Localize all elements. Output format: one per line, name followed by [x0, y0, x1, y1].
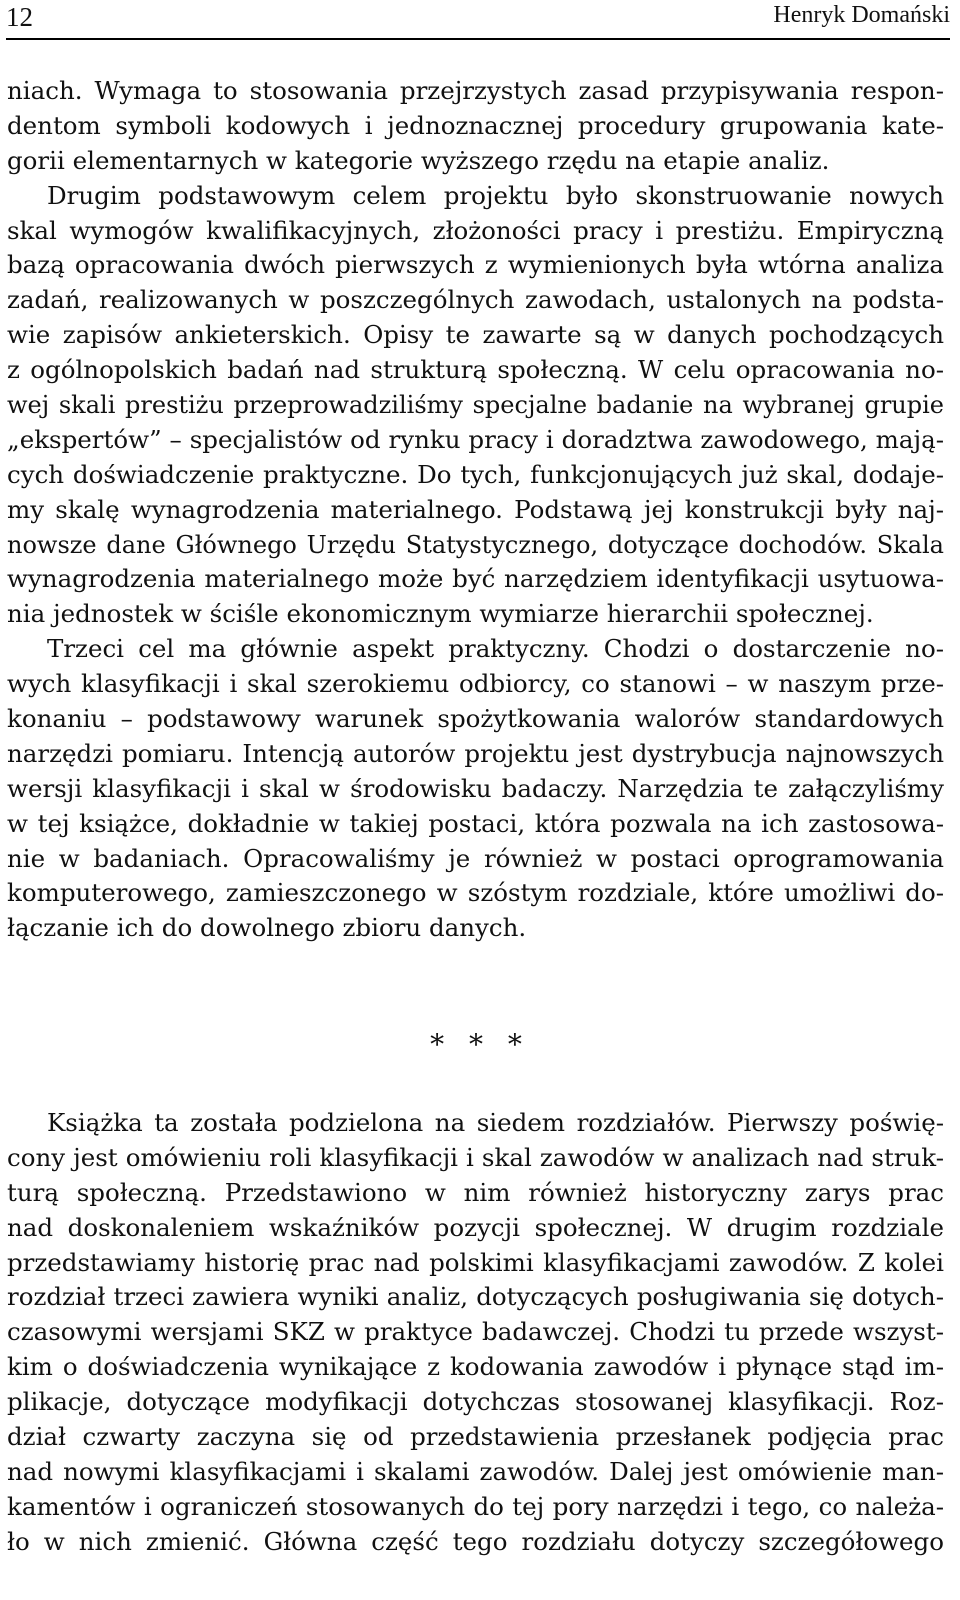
text-line: nad nowymi klasyfikacjami i skalami zawodów. Dalej jest omówienie man- [7, 1456, 944, 1486]
text-line: nowsze dane Głównego Urzędu Statystycznego, dotyczące dochodów. Skala [7, 530, 944, 559]
paragraph-2 [7, 179, 944, 633]
running-head-author: Henryk Domański [773, 2, 950, 28]
text-line: zadań, realizowanych w poszczególnych zawodach, ustalonych na podsta- [7, 285, 944, 315]
text-line: plikacje, dotyczące modyfikacji dotychczas stosowanej klasyfikacji. Roz- [7, 1387, 944, 1417]
text-line: dział czwarty zaczyna się od przedstawienia przesłanek podjęcia prac [7, 1422, 944, 1452]
text-line: przedstawiamy historię prac nad polskimi klasyfikacjami zawodów. Z kolei [7, 1247, 944, 1277]
text-line: czasowymi wersjami SKZ w praktyce badawczej. Chodzi tu przede wszyst- [7, 1317, 944, 1347]
text-line: ło w nich zmienić. Główna część tego rozdziału dotyczy szczegółowego [7, 1526, 944, 1556]
paragraph-3 [7, 632, 944, 946]
text-line: Trzeci cel ma głównie aspekt praktyczny. Chodzi o dostarczenie no- [47, 634, 944, 664]
section-separator: * * * [430, 1028, 530, 1061]
text-line: wie zapisów ankieterskich. Opisy te zawarte są w danych pochodzących [7, 320, 944, 350]
text-line: kamentów i ograniczeń stosowanych do tej pory narzędzi i tego, co należa- [7, 1491, 944, 1521]
text-line: nie w badaniach. Opracowaliśmy je również w postaci oprogramowania [7, 843, 944, 873]
text-line: bazą opracowania dwóch pierwszych z wymienionych była wtórna analiza [7, 250, 944, 280]
main-text [7, 74, 944, 946]
text-line: narzędzi pomiaru. Intencją autorów projektu jest dystrybucja najnowszych [7, 738, 944, 768]
text-line: Książka ta została podzielona na siedem rozdziałów. Pierwszy poświę- [47, 1108, 944, 1137]
text-line: cych doświadczenie praktyczne. Do tych, funkcjonujących już skal, dodaje- [7, 459, 944, 489]
text-line: Drugim podstawowym celem projektu było skonstruowanie nowych [47, 180, 944, 210]
text-line: wersji klasyfikacji i skal w środowisku badaczy. Narzędzia te załączyliśmy [7, 773, 944, 803]
text-line: nad doskonaleniem wskaźników pozycji społecznej. W drugim rozdziale [7, 1212, 944, 1242]
text-line: w tej książce, dokładnie w takiej postaci, która pozwala na ich zastosowa- [7, 808, 944, 838]
text-line: komputerowego, zamieszczonego w szóstym rozdziale, które umożliwi do- [7, 878, 944, 908]
text-line: cony jest omówieniu roli klasyfikacji i skal zawodów w analizach nad struk- [7, 1142, 944, 1172]
text-line: łączanie ich do dowolnego zbioru danych. [7, 913, 527, 943]
main-text-continued [7, 1106, 944, 1560]
text-line: dentom symboli kodowych i jednoznacznej procedury grupowania kate- [7, 110, 944, 140]
text-line: konaniu – podstawowy warunek spożytkowania walorów standardowych [7, 704, 944, 734]
paragraph-1 [7, 74, 944, 179]
text-line: turą społeczną. Przedstawiono w nim również historyczny zarys prac [7, 1177, 944, 1207]
text-line: skal wymogów kwalifikacyjnych, złożoności pracy i prestiżu. Empiryczną [7, 215, 944, 245]
text-line: gorii elementarnych w kategorie wyższego rzędu na etapie analiz. [7, 145, 830, 175]
text-line: nia jednostek w ściśle ekonomicznym wymiarze hierarchii społecznej. [7, 599, 874, 629]
text-line: rozdział trzeci zawiera wyniki analiz, dotyczących posługiwania się dotych- [7, 1282, 944, 1312]
text-line: z ogólnopolskich badań nad strukturą społeczną. W celu opracowania no- [7, 355, 944, 385]
text-line: wynagrodzenia materialnego może być narzędziem identyfikacji usytuowa- [7, 564, 944, 594]
text-line: niach. Wymaga to stosowania przejrzystych zasad przypisywania respon- [7, 76, 944, 105]
text-line: wych klasyfikacji i skal szerokiemu odbiorcy, co stanowi – w naszym prze- [7, 669, 944, 699]
text-line: wej skali prestiżu przeprowadziliśmy specjalne badanie na wybranej grupie [7, 391, 944, 420]
text-line: my skalę wynagrodzenia materialnego. Podstawą jej konstrukcji były naj- [7, 494, 944, 524]
page-header [6, 0, 950, 40]
text-line: kim o doświadczenia wynikające z kodowania zawodów i płynące stąd im- [7, 1352, 944, 1382]
page-number: 12 [6, 2, 33, 32]
paragraph-4 [7, 1106, 944, 1560]
text-line: „ekspertów” – specjalistów od rynku pracy i doradztwa zawodowego, mają- [7, 424, 944, 454]
